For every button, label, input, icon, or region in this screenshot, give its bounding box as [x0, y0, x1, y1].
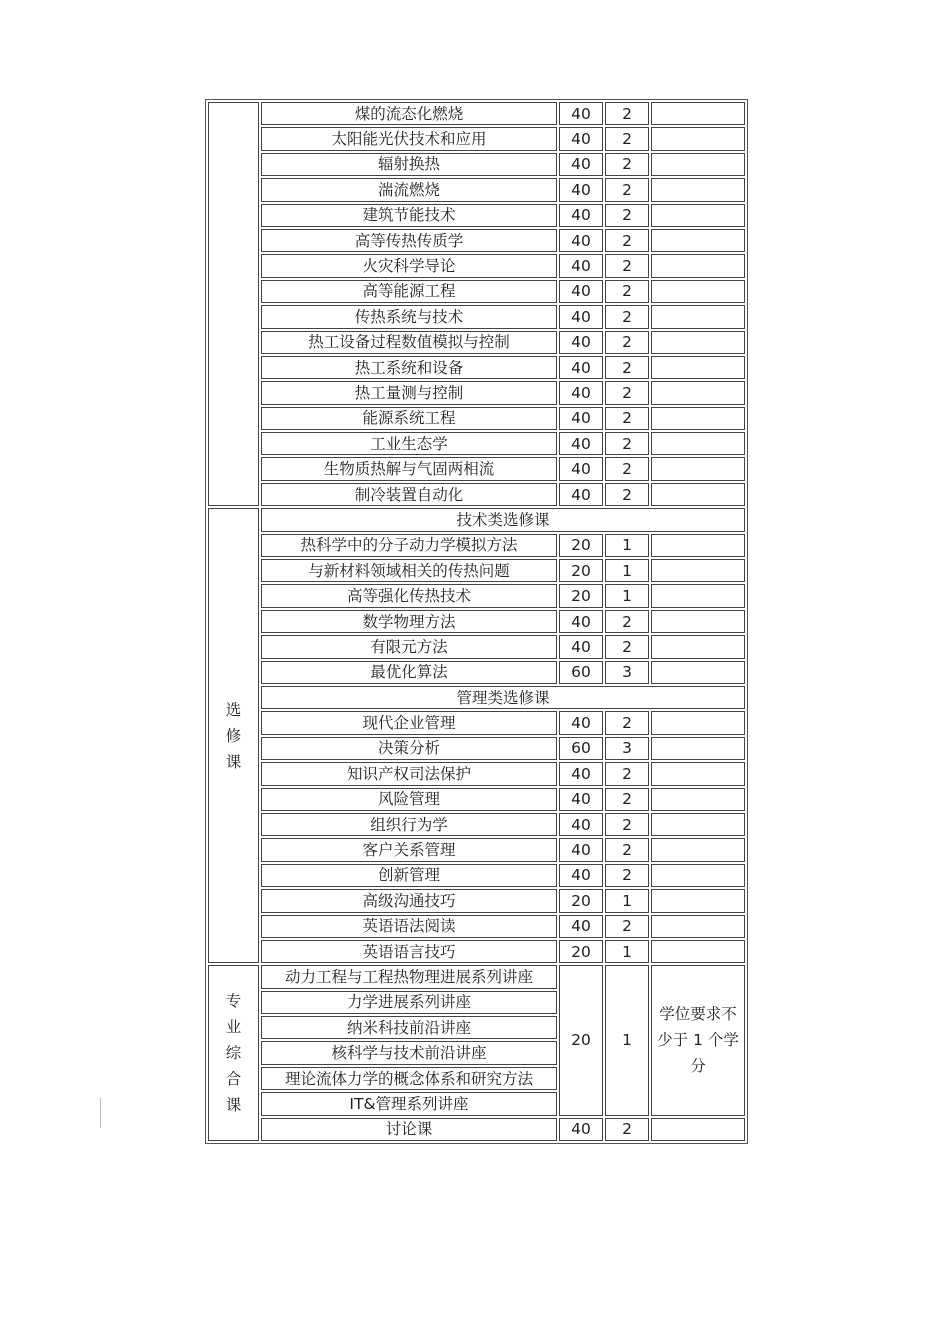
- course-hours: 40: [559, 915, 603, 938]
- lecture-name: 纳米科技前沿讲座: [261, 1016, 557, 1039]
- course-name: 讨论课: [261, 1118, 557, 1141]
- course-remark: [651, 889, 745, 912]
- course-name: 有限元方法: [261, 635, 557, 658]
- table-row: [208, 661, 745, 684]
- course-name: 工业生态学: [261, 432, 557, 455]
- table-row: [208, 457, 745, 480]
- course-remark: [651, 432, 745, 455]
- course-hours: 40: [559, 483, 603, 506]
- course-name: 制冷装置自动化: [261, 483, 557, 506]
- course-credits: 3: [605, 661, 649, 684]
- course-remark: [651, 1118, 745, 1141]
- course-remark: [651, 331, 745, 354]
- course-remark: [651, 280, 745, 303]
- table-row: [208, 635, 745, 658]
- course-remark: [651, 102, 745, 125]
- table-row: [208, 940, 745, 963]
- table-row: [208, 229, 745, 252]
- course-remark: [651, 356, 745, 379]
- course-remark: [651, 635, 745, 658]
- course-hours: 40: [559, 813, 603, 836]
- table-row: [208, 737, 745, 760]
- course-hours: 40: [559, 127, 603, 150]
- table-row: [208, 1118, 745, 1141]
- course-hours: 40: [559, 204, 603, 227]
- course-name: 高等传热传质学: [261, 229, 557, 252]
- course-credits: 1: [605, 534, 649, 557]
- table-row: [208, 483, 745, 506]
- course-hours: 40: [559, 229, 603, 252]
- table-row: [208, 178, 745, 201]
- course-name: 与新材料领域相关的传热问题: [261, 559, 557, 582]
- course-remark: [651, 737, 745, 760]
- table-row: [208, 153, 745, 176]
- remark-text: 学位要求不少于 1 个学分: [657, 1005, 739, 1076]
- course-remark: [651, 407, 745, 430]
- course-remark: [651, 229, 745, 252]
- course-credits: 2: [605, 635, 649, 658]
- category-label-elective: [208, 508, 259, 963]
- course-name: 高等强化传热技术: [261, 584, 557, 607]
- course-hours: 60: [559, 737, 603, 760]
- course-name: 煤的流态化燃烧: [261, 102, 557, 125]
- table-row: [208, 280, 745, 303]
- course-credits: 2: [605, 915, 649, 938]
- course-remark: [651, 457, 745, 480]
- course-hours: 40: [559, 356, 603, 379]
- course-remark: [651, 838, 745, 861]
- table-row: [208, 305, 745, 328]
- course-name: 湍流燃烧: [261, 178, 557, 201]
- course-name: 英语语法阅读: [261, 915, 557, 938]
- course-credits: 2: [605, 483, 649, 506]
- course-remark: [651, 584, 745, 607]
- course-name: 热科学中的分子动力学模拟方法: [261, 534, 557, 557]
- course-remark: [651, 864, 745, 887]
- table-row: [208, 838, 745, 861]
- group-title: 技术类选修课: [261, 508, 745, 531]
- course-credits: 1: [605, 559, 649, 582]
- course-hours: 40: [559, 610, 603, 633]
- course-credits: 2: [605, 178, 649, 201]
- course-remark: [651, 178, 745, 201]
- course-name: 建筑节能技术: [261, 204, 557, 227]
- course-name: 太阳能光伏技术和应用: [261, 127, 557, 150]
- course-remark: [651, 788, 745, 811]
- course-hours: 40: [559, 711, 603, 734]
- course-credits: 2: [605, 813, 649, 836]
- table-row: [208, 813, 745, 836]
- lectures-remark: [651, 965, 745, 1115]
- group-title-row: [208, 508, 745, 531]
- course-name: 生物质热解与气固两相流: [261, 457, 557, 480]
- category-text: 选修课: [225, 700, 242, 771]
- course-remark: [651, 661, 745, 684]
- group-title: 管理类选修课: [261, 686, 745, 709]
- course-credits: 2: [605, 762, 649, 785]
- category-label-comprehensive: [208, 965, 259, 1141]
- course-credits: 2: [605, 356, 649, 379]
- table-row: [208, 788, 745, 811]
- course-name: 组织行为学: [261, 813, 557, 836]
- lecture-name: IT&管理系列讲座: [261, 1092, 557, 1115]
- course-name: 传热系统与技术: [261, 305, 557, 328]
- course-hours: 40: [559, 381, 603, 404]
- course-name: 英语语言技巧: [261, 940, 557, 963]
- course-credits: 2: [605, 204, 649, 227]
- course-credits: 1: [605, 940, 649, 963]
- course-remark: [651, 534, 745, 557]
- course-name: 知识产权司法保护: [261, 762, 557, 785]
- course-credits: 2: [605, 331, 649, 354]
- course-name: 高等能源工程: [261, 280, 557, 303]
- course-remark: [651, 813, 745, 836]
- table-row: [208, 331, 745, 354]
- course-remark: [651, 915, 745, 938]
- course-credits: 2: [605, 407, 649, 430]
- lecture-name: 力学进展系列讲座: [261, 991, 557, 1014]
- table-row: [208, 584, 745, 607]
- lecture-name: 动力工程与工程热物理进展系列讲座: [261, 965, 557, 988]
- course-remark: [651, 711, 745, 734]
- course-hours: 40: [559, 1118, 603, 1141]
- table-row: [208, 915, 745, 938]
- course-credits: 2: [605, 711, 649, 734]
- lecture-name: 理论流体力学的概念体系和研究方法: [261, 1067, 557, 1090]
- lectures-credits: 1: [605, 965, 649, 1115]
- course-credits: 2: [605, 457, 649, 480]
- course-name: 热工量测与控制: [261, 381, 557, 404]
- course-name: 现代企业管理: [261, 711, 557, 734]
- table-row: [208, 356, 745, 379]
- course-remark: [651, 381, 745, 404]
- course-table-wrapper: [205, 99, 748, 1144]
- course-hours: 40: [559, 635, 603, 658]
- course-remark: [651, 254, 745, 277]
- course-hours: 40: [559, 762, 603, 785]
- course-credits: 1: [605, 584, 649, 607]
- course-remark: [651, 483, 745, 506]
- course-name: 高级沟通技巧: [261, 889, 557, 912]
- course-credits: 2: [605, 432, 649, 455]
- course-hours: 40: [559, 457, 603, 480]
- course-remark: [651, 762, 745, 785]
- course-hours: 40: [559, 838, 603, 861]
- course-name: 最优化算法: [261, 661, 557, 684]
- course-remark: [651, 204, 745, 227]
- course-remark: [651, 610, 745, 633]
- course-remark: [651, 559, 745, 582]
- lecture-name: 核科学与技术前沿讲座: [261, 1041, 557, 1064]
- course-table: [205, 99, 748, 1144]
- course-hours: 40: [559, 153, 603, 176]
- course-hours: 20: [559, 534, 603, 557]
- course-name: 热工系统和设备: [261, 356, 557, 379]
- course-hours: 40: [559, 788, 603, 811]
- course-name: 热工设备过程数值模拟与控制: [261, 331, 557, 354]
- course-credits: 2: [605, 127, 649, 150]
- course-credits: 2: [605, 280, 649, 303]
- table-row: [208, 889, 745, 912]
- course-hours: 20: [559, 940, 603, 963]
- table-row: [208, 534, 745, 557]
- course-name: 数学物理方法: [261, 610, 557, 633]
- course-remark: [651, 127, 745, 150]
- course-remark: [651, 940, 745, 963]
- course-credits: 3: [605, 737, 649, 760]
- lectures-hours: 20: [559, 965, 603, 1115]
- course-credits: 2: [605, 610, 649, 633]
- course-hours: 20: [559, 584, 603, 607]
- category-text: 专业综合课: [225, 992, 242, 1115]
- table-row: [208, 610, 745, 633]
- course-credits: 2: [605, 864, 649, 887]
- table-row: [208, 559, 745, 582]
- table-row: [208, 204, 745, 227]
- table-row: [208, 762, 745, 785]
- course-hours: 60: [559, 661, 603, 684]
- course-hours: 40: [559, 407, 603, 430]
- course-hours: 40: [559, 280, 603, 303]
- course-name: 辐射换热: [261, 153, 557, 176]
- margin-mark: [100, 1098, 101, 1128]
- table-row: [208, 864, 745, 887]
- course-credits: 2: [605, 305, 649, 328]
- group-title-row: [208, 686, 745, 709]
- course-credits: 2: [605, 102, 649, 125]
- course-credits: 1: [605, 889, 649, 912]
- course-hours: 40: [559, 254, 603, 277]
- table-row: [208, 381, 745, 404]
- course-credits: 2: [605, 153, 649, 176]
- course-credits: 2: [605, 788, 649, 811]
- course-hours: 40: [559, 102, 603, 125]
- course-name: 创新管理: [261, 864, 557, 887]
- course-name: 决策分析: [261, 737, 557, 760]
- table-row: [208, 407, 745, 430]
- course-hours: 20: [559, 559, 603, 582]
- course-credits: 2: [605, 229, 649, 252]
- course-credits: 2: [605, 254, 649, 277]
- course-hours: 40: [559, 178, 603, 201]
- course-credits: 2: [605, 1118, 649, 1141]
- table-row: [208, 711, 745, 734]
- course-name: 客户关系管理: [261, 838, 557, 861]
- course-hours: 40: [559, 305, 603, 328]
- table-row: [208, 127, 745, 150]
- table-row: [208, 965, 745, 988]
- table-row: [208, 432, 745, 455]
- course-hours: 20: [559, 889, 603, 912]
- table-row: [208, 102, 745, 125]
- course-credits: 2: [605, 838, 649, 861]
- course-name: 能源系统工程: [261, 407, 557, 430]
- course-remark: [651, 305, 745, 328]
- course-credits: 2: [605, 381, 649, 404]
- category-cell: [208, 102, 259, 506]
- table-row: [208, 254, 745, 277]
- course-hours: 40: [559, 331, 603, 354]
- course-hours: 40: [559, 432, 603, 455]
- course-name: 风险管理: [261, 788, 557, 811]
- course-hours: 40: [559, 864, 603, 887]
- course-name: 火灾科学导论: [261, 254, 557, 277]
- course-remark: [651, 153, 745, 176]
